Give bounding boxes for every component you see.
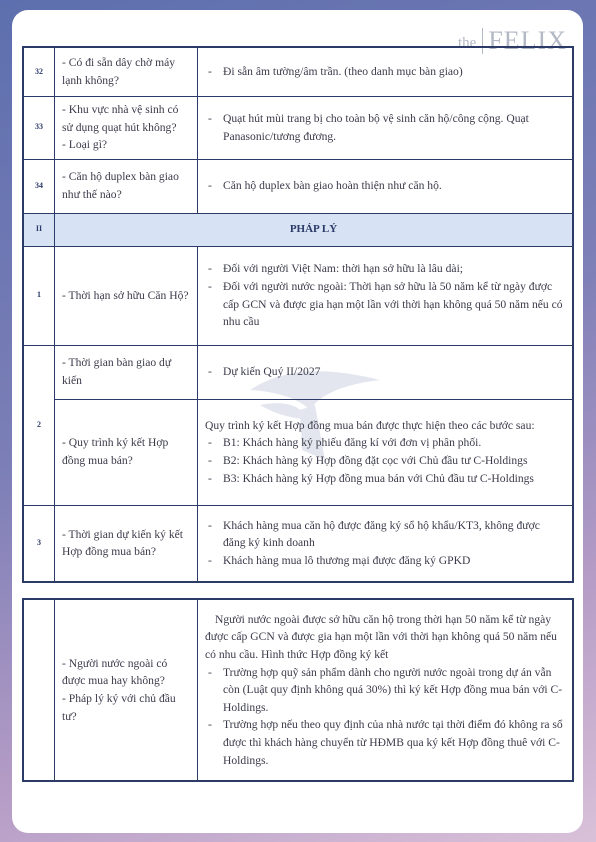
section-header-row <box>23 213 573 246</box>
table-row <box>23 505 573 582</box>
answer-item: - Trường hợp quỹ sản phẩm dành cho người nước ngoài trong dự án vẫn còn (Luật quy định không quá 30%) thì ký kết Hợp đồng mua bán với C-Holdings. <box>205 664 565 717</box>
table-row <box>23 599 573 781</box>
answer-item: - Quạt hút mùi trang bị cho toàn bộ vệ sinh căn hộ/công cộng. Quạt Panasonic/tương đương. <box>205 110 565 145</box>
row-number: 33 <box>23 96 55 159</box>
table-row <box>23 246 573 345</box>
table-row <box>23 345 573 399</box>
logo-name: FELIX <box>488 26 567 55</box>
question-cell <box>55 96 198 159</box>
question-cell <box>55 599 198 781</box>
question-cell: - Quy trình ký kết Hợp đồng mua bán? <box>55 399 198 505</box>
answer-item: - Đối với người Việt Nam: thời hạn sở hữu là lâu dài; <box>205 260 565 278</box>
row-number: 2 <box>23 345 55 505</box>
answer-cell <box>198 96 574 159</box>
row-number: 32 <box>23 47 55 96</box>
answer-item: - Căn hộ duplex bàn giao hoàn thiện như căn hộ. <box>205 177 565 195</box>
answer-item: - Đối với người nước ngoài: Thời hạn sở hữu là 50 năm kể từ ngày được cấp GCN và được gia hạn một lần với thời hạn không quá 50 năm nếu có nhu cầu <box>205 278 565 331</box>
question-cell: - Thời hạn sở hữu Căn Hộ? <box>55 246 198 345</box>
logo-prefix: the <box>458 34 477 51</box>
answer-item: - Đi sẵn âm tường/âm trần. (theo danh mục bàn giao) <box>205 63 565 81</box>
answer-item: - Trường hợp nếu theo quy định của nhà nước tại thời điểm đó không ra sổ được thì khách hàng chuyển từ HĐMB qua ký kết Hợp đồng thuê với C-Holdings. <box>205 716 565 769</box>
faq-table-foreigners <box>22 598 574 782</box>
row-number: 3 <box>23 505 55 582</box>
answer-cell <box>198 47 574 96</box>
question-cell: - Căn hộ duplex bàn giao như thế nào? <box>55 159 198 213</box>
answer-cell <box>198 159 574 213</box>
answer-cell <box>198 505 574 582</box>
answer-cell <box>198 345 574 399</box>
question-cell: - Thời gian bàn giao dự kiến <box>55 345 198 399</box>
answer-item: - B2: Khách hàng ký Hợp đồng đặt cọc với Chủ đầu tư C-Holdings <box>205 452 565 470</box>
answer-cell <box>198 246 574 345</box>
table-row <box>23 399 573 505</box>
section-title: PHÁP LÝ <box>55 213 574 246</box>
question-cell: - Thời gian dự kiến ký kết Hợp đồng mua bán? <box>55 505 198 582</box>
row-number: 34 <box>23 159 55 213</box>
answer-item: - Khách hàng mua căn hộ được đăng ký sổ hộ khẩu/KT3, không được đăng ký kinh doanh <box>205 517 565 552</box>
question-cell: - Có đi sẵn dây chờ máy lạnh không? <box>55 47 198 96</box>
question-line: - Khu vực nhà vệ sinh có sử dụng quạt hút không? - Loại gì? <box>62 103 179 152</box>
answer-cell <box>198 399 574 505</box>
table-row <box>23 159 573 213</box>
row-number <box>23 599 55 781</box>
question-line: - Người nước ngoài có được mua hay không? - Pháp lý ký với chủ đầu tư? <box>62 656 176 723</box>
answer-cell <box>198 599 574 781</box>
answer-intro: Quy trình ký kết Hợp đồng mua bán được thực hiện theo các bước sau: <box>205 418 535 432</box>
answer-item: - B1: Khách hàng ký phiếu đăng kí với đơn vị phân phối. <box>205 434 565 452</box>
section-number: II <box>23 213 55 246</box>
answer-intro: Người nước ngoài được sở hữu căn hộ trong thời hạn 50 năm kể từ ngày được cấp GCN và được gia hạn một lần với thời hạn không quá 50 năm nếu có nhu cầu. Hình thức Hợp đồng ký kết <box>205 612 557 661</box>
answer-item: - B3: Khách hàng ký Hợp đồng mua bán với Chủ đầu tư C-Holdings <box>205 470 565 488</box>
faq-table-main <box>22 46 574 583</box>
answer-item: - Khách hàng mua lô thương mại được đăng ký GPKD <box>205 552 565 570</box>
row-number: 1 <box>23 246 55 345</box>
answer-item: - Dự kiến Quý II/2027 <box>205 363 565 381</box>
table-row <box>23 47 573 96</box>
table-row <box>23 96 573 159</box>
